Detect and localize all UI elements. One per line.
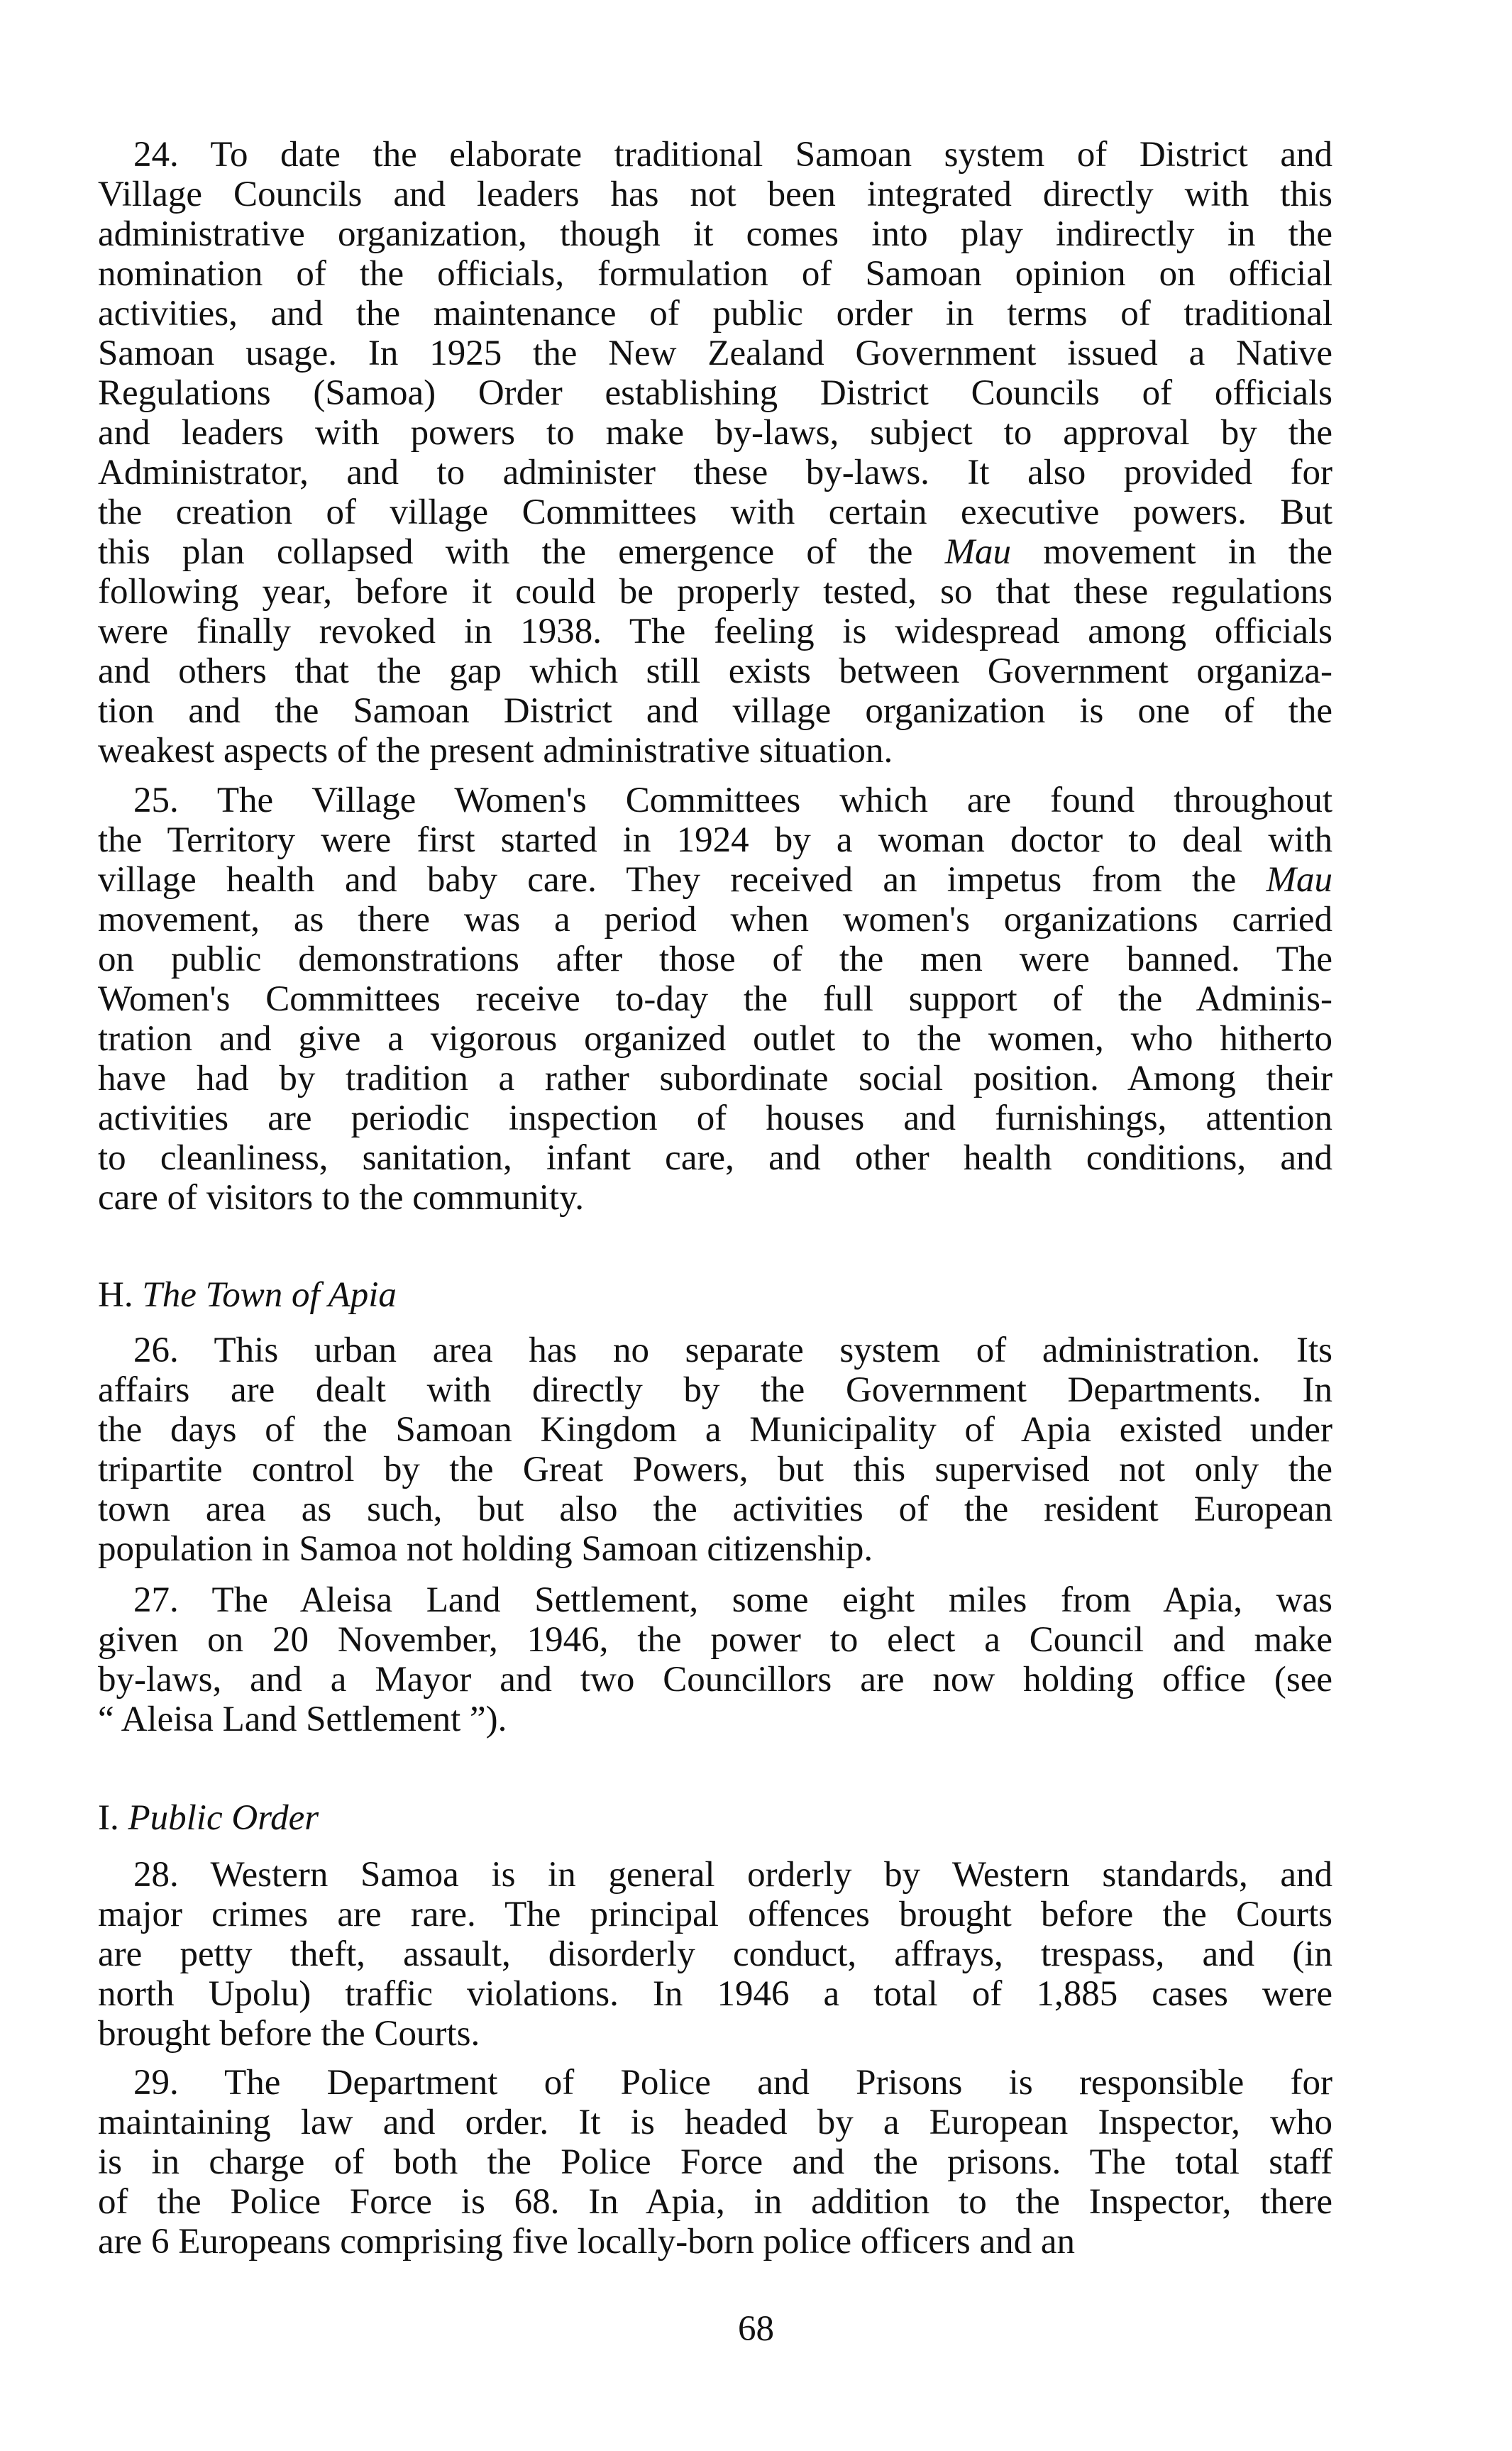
text-line: following year, before it could be properly tested, so that these regulations: [98, 572, 1332, 612]
text-line: population in Samoa not holding Samoan citizenship.: [98, 1529, 873, 1569]
text-line: 26. This urban area has no separate system of administration. Its: [133, 1331, 1332, 1370]
text-line: activities are periodic inspection of houses and furnishings, attention: [98, 1098, 1332, 1138]
italic-term: Mau: [1266, 860, 1332, 900]
text-line: 29. The Department of Police and Prisons is responsible for: [133, 2063, 1332, 2103]
text-line: “ Aleisa Land Settlement ”).: [98, 1700, 507, 1739]
text-line: and others that the gap which still exists between Government organiza-: [98, 651, 1332, 691]
text-line: given on 20 November, 1946, the power to elect a Council and make: [98, 1620, 1332, 1660]
paragraph-p29: [98, 2063, 1332, 2262]
text-segment: this plan collapsed with the emergence of the: [98, 532, 945, 572]
text-line: care of visitors to the community.: [98, 1178, 585, 1218]
text-line: [98, 532, 1332, 572]
text-line: [98, 860, 1332, 900]
text-line: 28. Western Samoa is in general orderly by Western standards, and: [133, 1855, 1332, 1895]
text-line: Samoan usage. In 1925 the New Zealand Government issued a Native: [98, 334, 1332, 373]
text-line: tration and give a vigorous organized outlet to the women, who hitherto: [98, 1019, 1332, 1059]
section-letter: I.: [98, 1798, 119, 1838]
section-letter: H.: [98, 1275, 133, 1315]
text-line: the Territory were first started in 1924 by a woman doctor to deal with: [98, 820, 1332, 860]
text-line: affairs are dealt with directly by the Government Departments. In: [98, 1370, 1332, 1410]
text-segment: movement in the: [1011, 532, 1332, 572]
text-line: to cleanliness, sanitation, infant care, and other health conditions, and: [98, 1138, 1332, 1178]
text-line: are petty theft, assault, disorderly conduct, affrays, trespass, and (in: [98, 1934, 1332, 1974]
text-line: Village Councils and leaders has not been integrated directly with this: [98, 175, 1332, 214]
text-line: activities, and the maintenance of public order in terms of traditional: [98, 294, 1332, 334]
text-line: have had by tradition a rather subordinate social position. Among their: [98, 1059, 1332, 1098]
section-title: Public Order: [128, 1798, 319, 1838]
text-line: Women's Committees receive to-day the full support of the Adminis-: [98, 979, 1332, 1019]
text-line: Administrator, and to administer these by-laws. It also provided for: [98, 453, 1332, 492]
text-line: brought before the Courts.: [98, 2014, 480, 2054]
text-line: weakest aspects of the present administrative situation.: [98, 731, 893, 771]
text-line: 27. The Aleisa Land Settlement, some eight miles from Apia, was: [133, 1580, 1332, 1620]
text-line: Regulations (Samoa) Order establishing District Councils of officials: [98, 373, 1332, 413]
text-line: administrative organization, though it comes into play indirectly in the: [98, 214, 1332, 254]
paragraph-p27: [98, 1580, 1332, 1739]
paragraph-p25: [98, 781, 1332, 1218]
text-line: maintaining law and order. It is headed by a European Inspector, who: [98, 2103, 1332, 2142]
section-heading-h: [98, 1275, 397, 1315]
paragraph-p26: [98, 1331, 1332, 1569]
text-line: nomination of the officials, formulation of Samoan opinion on official: [98, 254, 1332, 294]
section-title: The Town of Apia: [142, 1275, 397, 1315]
section-heading-i: [98, 1798, 319, 1838]
italic-term: Mau: [944, 532, 1012, 572]
text-line: the days of the Samoan Kingdom a Municipality of Apia existed under: [98, 1410, 1332, 1450]
text-line: 24. To date the elaborate traditional Samoan system of District and: [133, 135, 1332, 175]
text-line: by-laws, and a Mayor and two Councillors are now holding office (see: [98, 1660, 1332, 1700]
text-line: 25. The Village Women's Committees which are found throughout: [133, 781, 1332, 820]
text-line: of the Police Force is 68. In Apia, in addition to the Inspector, there: [98, 2182, 1332, 2222]
page-number: 68: [738, 2309, 774, 2349]
text-line: tion and the Samoan District and village organization is one of the: [98, 691, 1332, 731]
text-line: were finally revoked in 1938. The feeling is widespread among officials: [98, 612, 1332, 651]
text-line: town area as such, but also the activities of the resident European: [98, 1489, 1332, 1529]
text-line: tripartite control by the Great Powers, but this supervised not only the: [98, 1450, 1332, 1489]
text-line: north Upolu) traffic violations. In 1946 a total of 1,885 cases were: [98, 1974, 1332, 2014]
text-line: on public demonstrations after those of the men were banned. The: [98, 940, 1332, 979]
text-line: and leaders with powers to make by-laws, subject to approval by the: [98, 413, 1332, 453]
text-line: the creation of village Committees with certain executive powers. But: [98, 492, 1332, 532]
text-line: major crimes are rare. The principal offences brought before the Courts: [98, 1895, 1332, 1934]
paragraph-p28: [98, 1855, 1332, 2054]
text-line: is in charge of both the Police Force and the prisons. The total staff: [98, 2142, 1332, 2182]
text-line: are 6 Europeans comprising five locally-born police officers and an: [98, 2222, 1075, 2262]
text-line: movement, as there was a period when women's organizations carried: [98, 900, 1332, 940]
text-segment: village health and baby care. They received an impetus from the: [98, 860, 1267, 900]
paragraph-p24: [98, 135, 1332, 771]
